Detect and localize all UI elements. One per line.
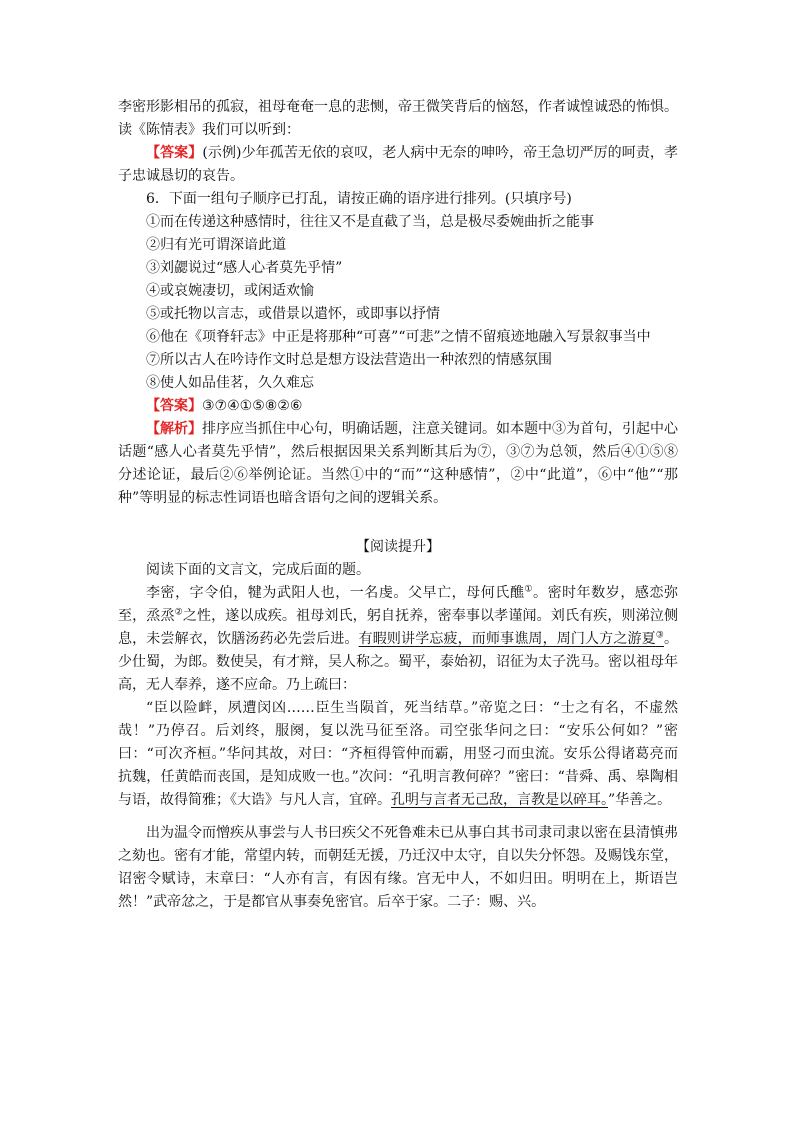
footnote-marker-2: ② — [174, 607, 183, 618]
passage-text: 之性，遂以成疾。祖母刘氏，躬自抚养，密奉事以孝谨闻。刘氏有疾，则涕泣侧息，未尝解衣，饮膳汤药必先尝后进。 — [118, 608, 679, 647]
q5-answer-text: (示例)少年孤苦无依的哀叹，老人病中无奈的呻吟，帝王急切严厉的呵责，孝子忠诚恳切的哀告。 — [118, 145, 679, 184]
spacer — [118, 510, 678, 536]
q6-item-2: ②归有光可谓深谙此道 — [146, 237, 286, 253]
q6-analysis-text: 排序应当抓住中心句，明确话题，注意关键词。如本题中③为首句，引起中心话题“感人心者莫先乎情”，然后根据因果关系判断其后为⑦，③⑦为总领，然后④①⑤⑧分述论证，最后②⑥举例论证。当然①中的“而”“这种感情”，②中“此道”，⑥中“他”“那种”等明显的标志性词语也暗含语句之间的逻辑关系。 — [118, 421, 678, 506]
q6-item-6: ⑥他在《项脊轩志》中正是将那种“可喜”“可悲”之情不留痕迹地融入写景叙事当中 — [146, 329, 651, 345]
footnote-marker-3: ③ — [655, 630, 665, 641]
q6-answer-text: ③⑦④①⑤⑧②⑥ — [202, 398, 303, 414]
answer-label: 【答案】 — [146, 145, 203, 161]
document-page — [118, 96, 678, 914]
passage-text: 李密，字令伯，犍为武阳人也，一名虔。父早亡，母何氏醮 — [146, 585, 525, 601]
q6-item-5: ⑤或托物以言志，或借景以遣怀，或即事以抒情 — [146, 306, 440, 322]
q6-title: 6．下面一组句子顺序已打乱，请按正确的语序进行排列。(只填序号) — [146, 191, 572, 207]
passage-paragraph-1 — [118, 582, 678, 697]
footnote-marker-1: ① — [524, 584, 534, 595]
passage-text: 。密时年数岁，感恋弥至，烝烝 — [118, 585, 678, 624]
q6-item-8: ⑧使人如品佳茗，久久难忘 — [146, 375, 314, 391]
q6-analysis — [118, 418, 678, 510]
underlined-text: 有暇则讲学忘疲，而师事谯周，周门人方之游夏 — [358, 631, 656, 647]
passage-text: “臣以险衅，夙遭闵凶……臣生当陨首，死当结草。”帝览之曰：“士之有名，不虚然哉！”乃停召。后刘终，服阕，复以洗马征至洛。司空张华问之曰：“安乐公何如？”密曰：“可次齐桓。”华问其故，对曰：“齐桓得管仲而霸，用竖刁而虫流。安乐公得诸葛亮而抗魏，任黄皓而丧国，是知成败一也。”次问：“孔明言教何碎？”密曰：“昔舜、禹、皋陶相与语，故得简雅；《大诰》与凡人言，宜碎。 — [118, 700, 678, 808]
intro-line-1: 李密形影相吊的孤寂，祖母奄奄一息的悲恻，帝王微笑背后的恼怒，作者诚惶诚恐的怖惧。 — [118, 99, 678, 115]
analysis-label: 【解析】 — [146, 421, 202, 437]
q5-answer — [118, 142, 678, 188]
passage-paragraph-2 — [118, 697, 678, 812]
q6-item-3: ③刘勰说过“感人心者莫先乎情” — [146, 260, 343, 276]
reading-instruction: 阅读下面的文言文，完成后面的题。 — [146, 562, 370, 578]
underlined-sentence-1 — [359, 631, 664, 647]
passage-text: 。少仕蜀，为郎。数使吴，有才辩，吴人称之。蜀平，泰始初，诏征为太子洗马。密以祖母年高，无人奉养，遂不应命。乃上疏曰： — [118, 631, 679, 693]
answer-label: 【答案】 — [146, 398, 202, 414]
passage-text: ”华善之。 — [608, 792, 672, 808]
spacer — [118, 812, 678, 822]
q6-item-7: ⑦所以古人在吟诗作文时总是想方设法营造出一种浓烈的情感氛围 — [146, 352, 552, 368]
intro-line-2: 读《陈情表》我们可以听到： — [118, 122, 300, 138]
section-title-reading: 【阅读提升】 — [356, 539, 440, 555]
passage-paragraph-3: 出为温令而憎疾从事尝与人书曰疾父不死鲁难未已从事白其书司隶司隶以密在县清慎弗之劾也。密有才能，常望内转，而朝廷无援，乃迁汉中太守，自以失分怀怨。及赐饯东堂，诏密令赋诗，末章曰：“人亦有言，有因有缘。宫无中人，不如归田。明明在上，斯语岂然！”武帝忿之，于是都官从事奏免密官。后卒于家。二子：赐、兴。 — [118, 825, 678, 910]
q6-answer — [118, 395, 678, 418]
q6-item-1: ①而在传递这种感情时，往往又不是直截了当，总是极尽委婉曲折之能事 — [146, 214, 594, 230]
q6-item-4: ④或哀婉凄切，或闲适欢愉 — [146, 283, 314, 299]
underlined-sentence-2: 孔明与言者无己敌，言教是以碎耳。 — [391, 792, 608, 808]
